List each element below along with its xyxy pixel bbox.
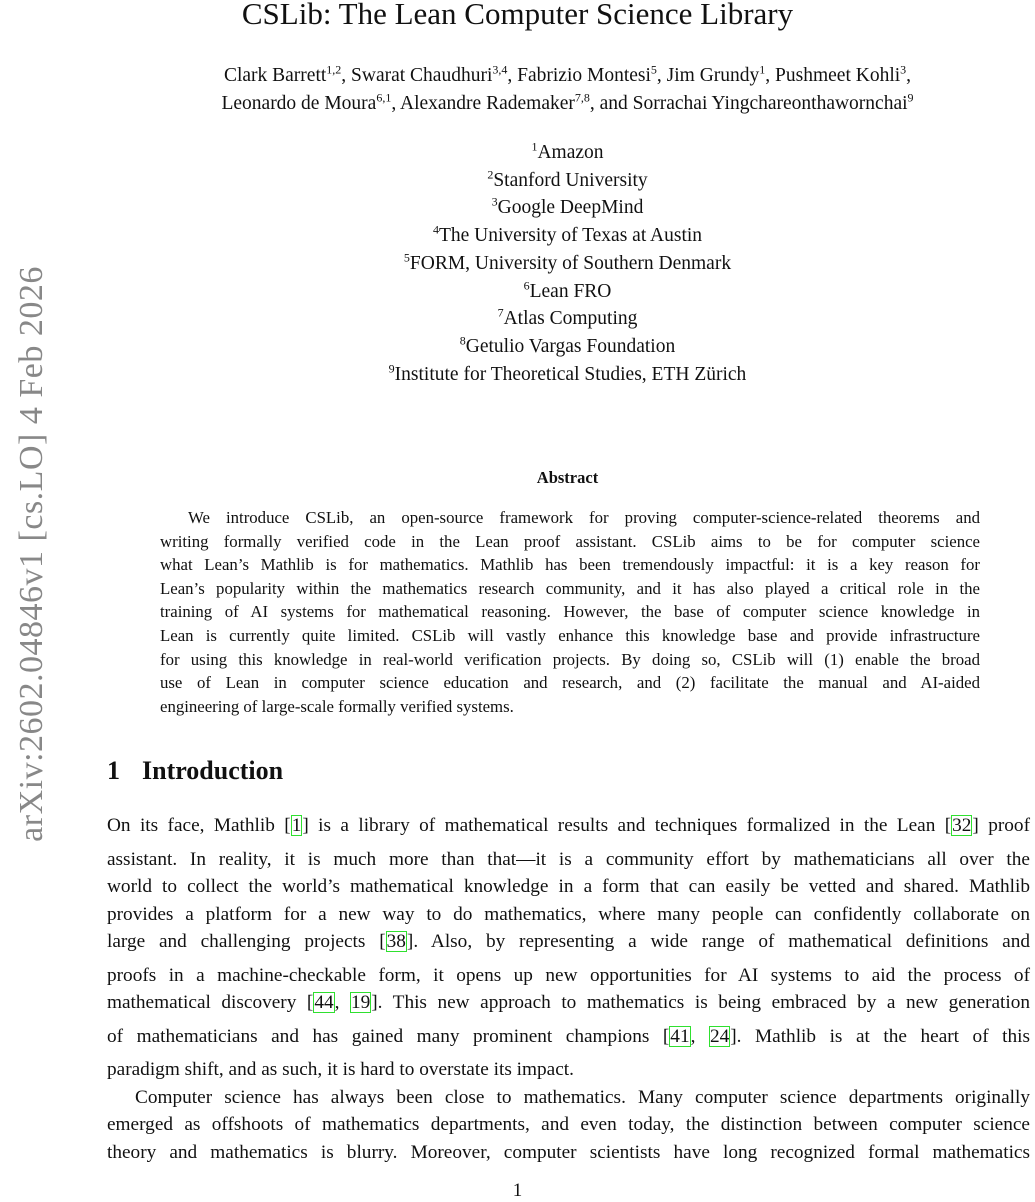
affiliation-name: The University of Texas at Austin [438, 225, 703, 247]
abstract-line: use of Lean in computer science education and research, and (2) facilitate the manual and AI-aided [160, 673, 980, 693]
affiliation-number: 9 [388, 361, 395, 376]
citation-link[interactable]: 41 [670, 1025, 690, 1047]
author-name: , Fabrizio Montesi [507, 65, 651, 86]
affiliation [100, 278, 1035, 306]
paragraph-line: large and challenging projects [38]. Also, by representing a wide range of mathematical definitions and [107, 931, 1030, 952]
abstract-line: writing formally verified code in the Lean proof assistant. CSLib aims to be for computer science [160, 531, 980, 551]
affiliation [100, 305, 1035, 333]
author-name: , Jim Grundy [656, 65, 760, 86]
affiliation-name: FORM, University of Southern Denmark [409, 252, 732, 274]
author-affiliation-marker: 1 [759, 62, 766, 77]
paper-title: CSLib: The Lean Computer Science Library [241, 0, 794, 31]
abstract-line: training of AI systems for mathematical reasoning. However, the base of computer science knowledge in [160, 602, 980, 622]
abstract-heading: Abstract [536, 468, 599, 487]
author-affiliation-marker: 5 [650, 62, 657, 77]
affiliation-name: Google DeepMind [497, 197, 644, 219]
affiliation-number: 8 [459, 333, 466, 348]
citation-link[interactable]: 32 [952, 815, 972, 836]
affiliation-number: 7 [497, 305, 504, 320]
paragraph-line: On its face, Mathlib [1] is a library of mathematical results and techniques formalized in the Lean [32] proof [107, 815, 1030, 836]
affiliation [100, 194, 1035, 222]
author-line [100, 62, 1035, 90]
affiliation-name: Institute for Theoretical Studies, ETH Zürich [394, 363, 747, 385]
arxiv-identifier[interactable]: arXiv:2602.04846v1 [cs.LO] 4 Feb 2026 [13, 266, 50, 842]
author-affiliation-marker: 3,4 [492, 62, 508, 77]
author-affiliation-marker: 3 [900, 62, 907, 77]
section-heading [107, 756, 283, 786]
affiliation-name: Getulio Vargas Foundation [465, 335, 676, 357]
introduction-body [107, 812, 1030, 1166]
author-name: , Swarat Chaudhuri [341, 65, 493, 86]
affiliation-name: Atlas Computing [503, 308, 638, 330]
paragraph-line: assistant. In reality, it is much more than that—it is a community effort by mathematicians all over the [107, 848, 1030, 870]
abstract-line: Lean is currently quite limited. CSLib will vastly enhance this knowledge base and provide infrastructure [160, 625, 980, 645]
section-number: 1 [107, 756, 120, 785]
affiliation-number: 4 [432, 222, 439, 237]
affiliation [100, 333, 1035, 361]
affiliation-number: 5 [403, 250, 410, 265]
affiliation [100, 222, 1035, 250]
author-name: Clark Barrett [223, 65, 327, 86]
affiliation-number: 3 [491, 194, 498, 209]
author-name: Leonardo de Moura [221, 93, 377, 114]
citation-link[interactable]: 24 [709, 1025, 730, 1047]
abstract-body [160, 506, 980, 718]
paragraph-line: paradigm shift, and as such, it is hard to overstate its impact. [107, 1059, 574, 1080]
affiliation-name: Amazon [537, 142, 604, 163]
citation-link[interactable]: 38 [386, 931, 406, 952]
author-line [100, 90, 1035, 118]
abstract-line: for using this knowledge in real-world verification projects. By doing so, CSLib will (1) enable the broad [160, 649, 980, 669]
paragraph-line: mathematical discovery [44, 19]. This new approach to mathematics is being embraced by a new generation [107, 992, 1031, 1013]
paragraph-line: world to collect the world’s mathematical knowledge in a form that can easily be vetted and shared. Mathlib [107, 876, 1030, 897]
affiliation-number: 6 [523, 278, 530, 293]
author-name: , Alexandre Rademaker [391, 93, 575, 114]
paragraph-line: of mathematicians and has gained many prominent champions [41, 24]. Mathlib is at the heart of this [107, 1025, 1031, 1047]
author-name: , Pushmeet Kohli [765, 65, 901, 86]
paragraph-line: theory and mathematics is blurry. Moreover, computer scientists have long recognized formal mathematics [107, 1141, 1030, 1163]
affiliation-name: Stanford University [493, 169, 648, 191]
paragraph-line: emerged as offshoots of mathematics departments, and even today, the distinction between computer science [107, 1114, 1030, 1135]
author-name: , [906, 65, 912, 86]
author-affiliation-marker: 1,2 [326, 62, 342, 77]
author-affiliation-marker: 9 [907, 90, 914, 105]
author-affiliation-marker: 6,1 [376, 90, 392, 105]
affiliation [100, 167, 1035, 195]
affiliation [100, 361, 1035, 389]
author-affiliation-marker: 7,8 [574, 90, 590, 105]
paragraph-line: proofs in a machine-checkable form, it opens up new opportunities for AI systems to aid the process of [107, 964, 1030, 986]
abstract-line: engineering of large-scale formally verified systems. [160, 696, 514, 716]
section-title: Introduction [142, 756, 284, 785]
affiliation-list [100, 139, 1035, 388]
affiliation-number: 1 [531, 139, 538, 154]
citation-link[interactable]: 1 [291, 815, 302, 836]
paragraph-line: Computer science has always been close to mathematics. Many computer science departments originally [135, 1086, 1030, 1108]
abstract-line: what Lean’s Mathlib is for mathematics. Mathlib has been tremendously impactful: it is a key reason for [160, 555, 980, 575]
abstract-line: We introduce CSLib, an open-source framework for proving computer-science-related theorems and [188, 508, 980, 527]
affiliation-number: 2 [487, 167, 494, 182]
paragraph-line: provides a platform for a new way to do mathematics, where many people can confidently collaborate on [107, 903, 1030, 925]
abstract-line: Lean’s popularity within the mathematics research community, and it has also played a critical role in the [160, 578, 980, 598]
affiliation [100, 250, 1035, 278]
affiliation [100, 139, 1035, 167]
author-name: , and Sorrachai Yingchareonthawornchai [589, 93, 908, 114]
citation-link[interactable]: 19 [350, 992, 371, 1013]
page-number: 1 [512, 1180, 523, 1201]
citation-link[interactable]: 44 [314, 992, 334, 1013]
affiliation-name: Lean FRO [529, 280, 612, 302]
